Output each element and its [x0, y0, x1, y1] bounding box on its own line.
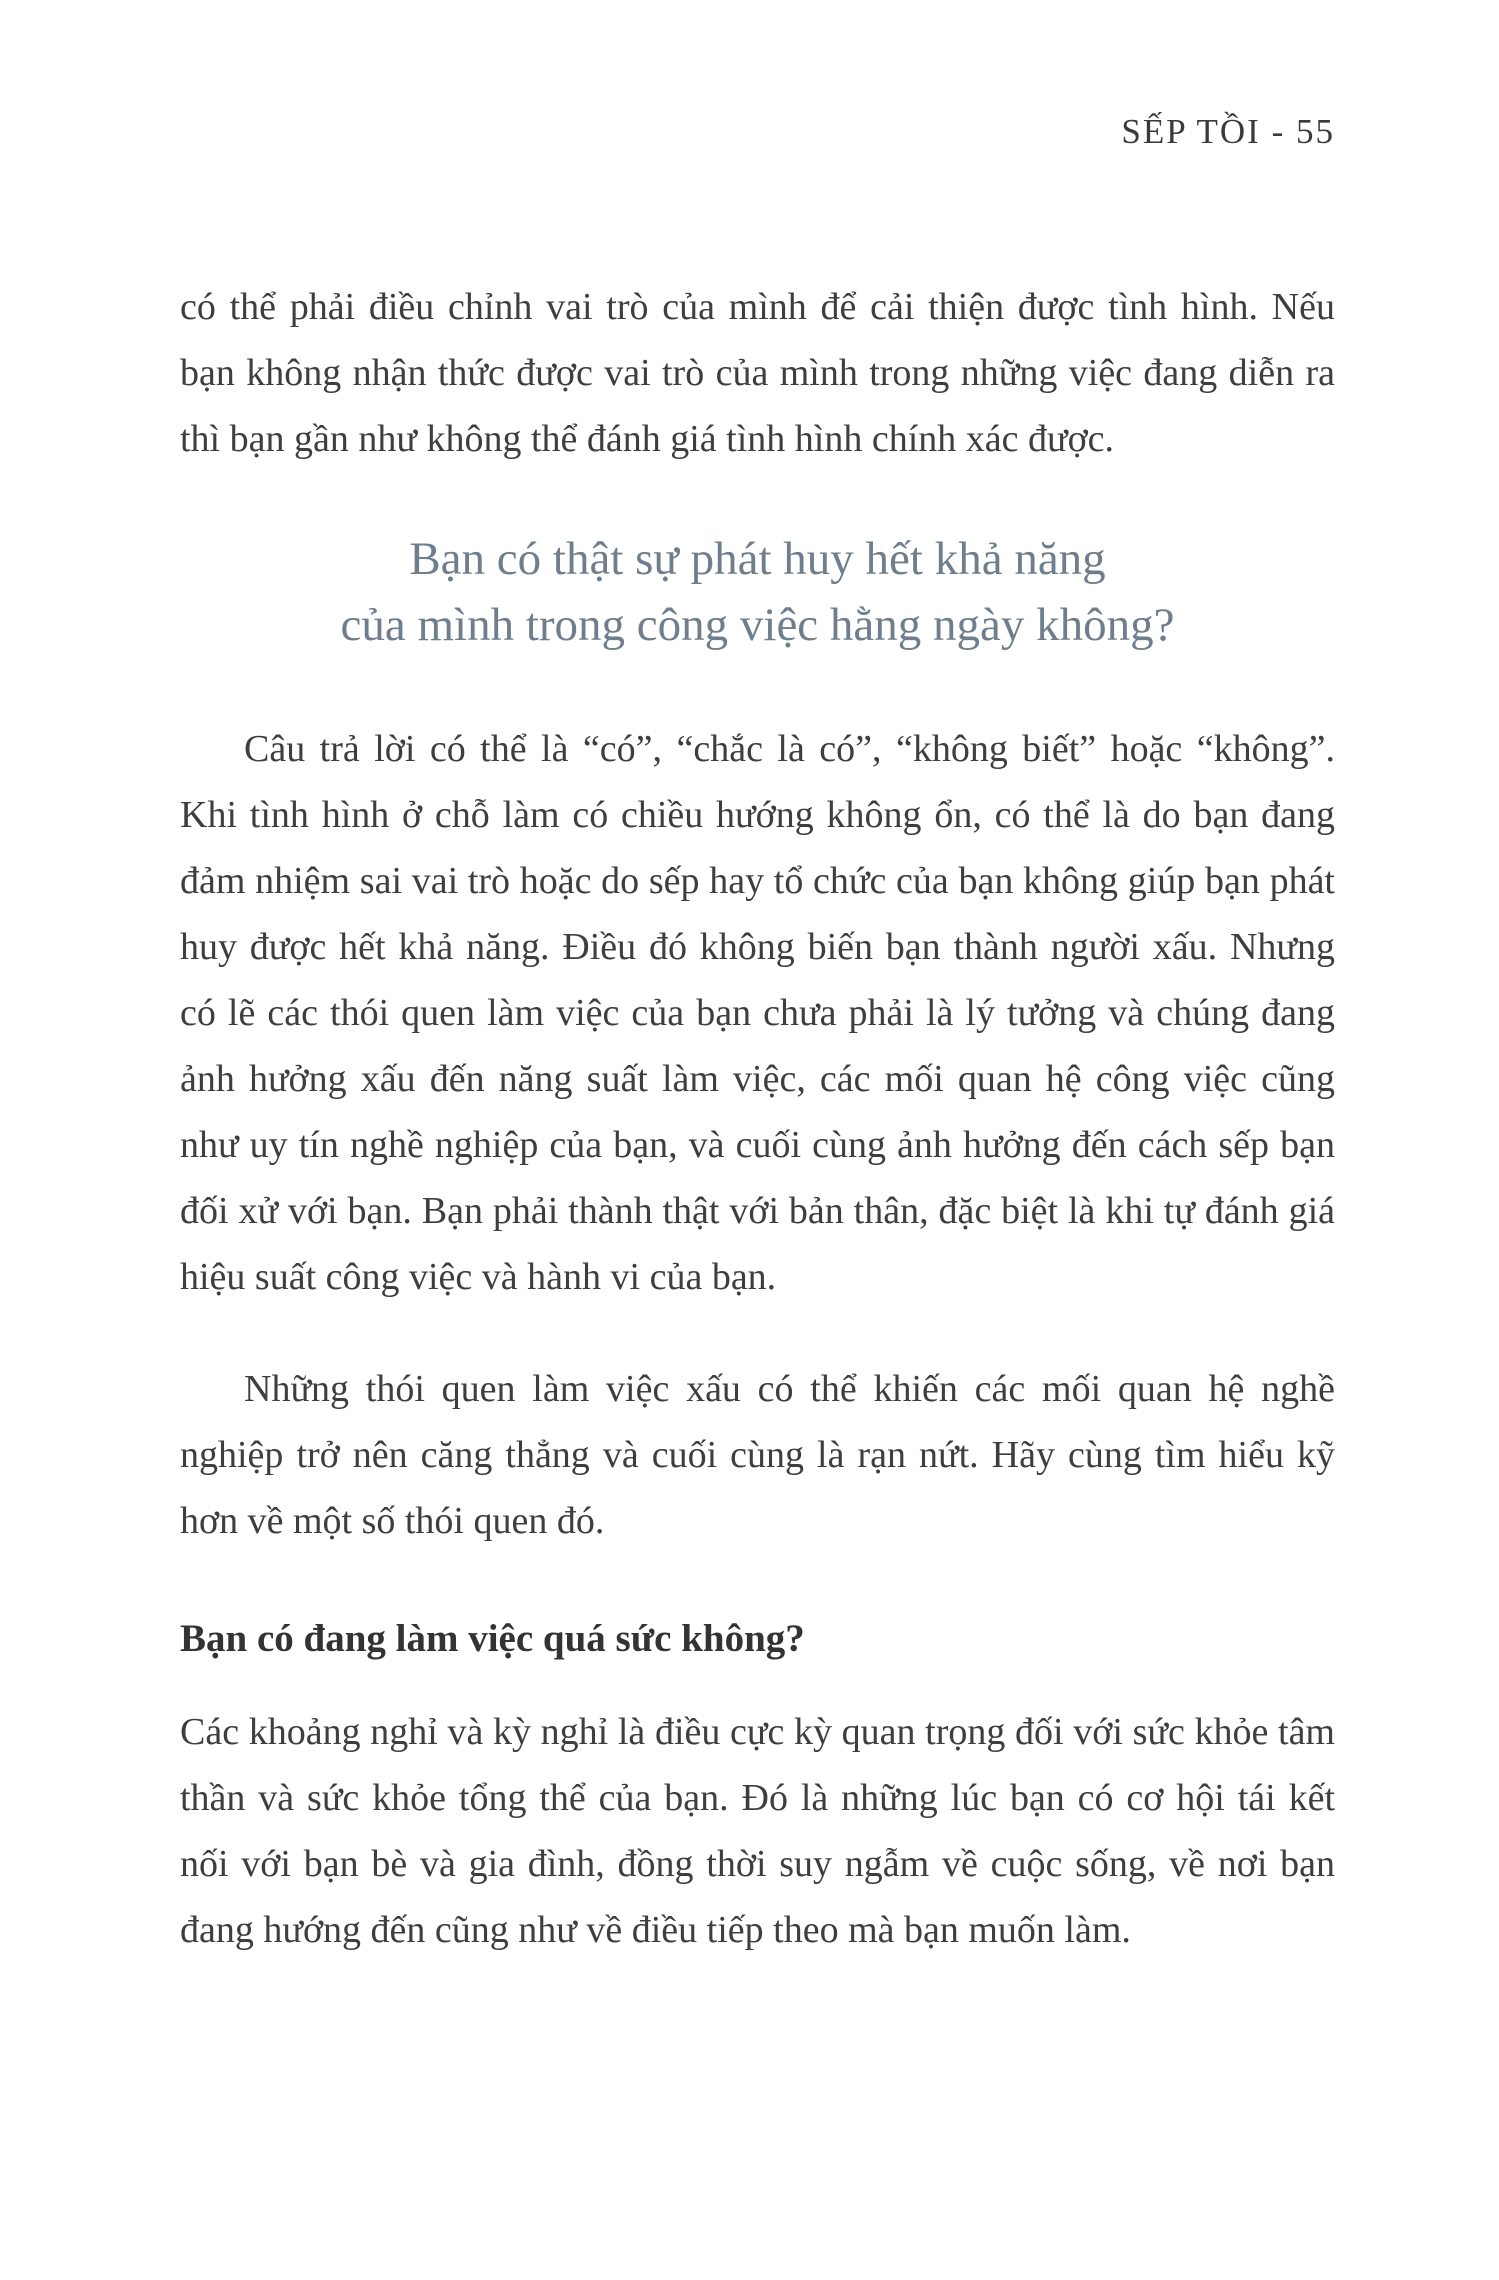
running-head-page-title: SẾP TỒI - 55 [1121, 112, 1335, 151]
section-heading-line-2: của mình trong công việc hằng ngày không? [340, 599, 1175, 651]
paragraph-continuation: có thể phải điều chỉnh vai trò của mình để cải thiện được tình hình. Nếu bạn không nhận thức được vai trò của mình trong những việc đang diễn ra thì bạn gần như không thể đánh giá tình hình chính xác được. [180, 286, 1335, 460]
section-heading [180, 526, 1335, 658]
paragraph-breaks-vacations: Các khoảng nghỉ và kỳ nghỉ là điều cực kỳ quan trọng đối với sức khỏe tâm thần và sức khỏe tổng thể của bạn. Đó là những lúc bạn có cơ hội tái kết nối với bạn bè và gia đình, đồng thời suy ngẫm về cuộc sống, về nơi bạn đang hướng đến cũng như về điều tiếp theo mà bạn muốn làm. [180, 1711, 1335, 1951]
paragraph-bad-habits: Những thói quen làm việc xấu có thể khiến các mối quan hệ nghề nghiệp trở nên căng thẳng và cuối cùng là rạn nứt. Hãy cùng tìm hiểu kỹ hơn về một số thói quen đó. [180, 1368, 1335, 1542]
section-heading-line-1: Bạn có thật sự phát huy hết khả năng [409, 533, 1106, 585]
sub-heading-overwork-question: Bạn có đang làm việc quá sức không? [180, 1617, 805, 1660]
paragraph-answer: Câu trả lời có thể là “có”, “chắc là có”, “không biết” hoặc “không”. Khi tình hình ở chỗ làm có chiều hướng không ổn, có thể là do bạn đang đảm nhiệm sai vai trò hoặc do sếp hay tổ chức của bạn không giúp bạn phát huy được hết khả năng. Điều đó không biến bạn thành người xấu. Nhưng có lẽ các thói quen làm việc của bạn chưa phải là lý tưởng và chúng đang ảnh hưởng xấu đến năng suất làm việc, các mối quan hệ công việc cũng như uy tín nghề nghiệp của bạn, và cuối cùng ảnh hưởng đến cách sếp bạn đối xử với bạn. Bạn phải thành thật với bản thân, đặc biệt là khi tự đánh giá hiệu suất công việc và hành vi của bạn. [180, 728, 1335, 1298]
